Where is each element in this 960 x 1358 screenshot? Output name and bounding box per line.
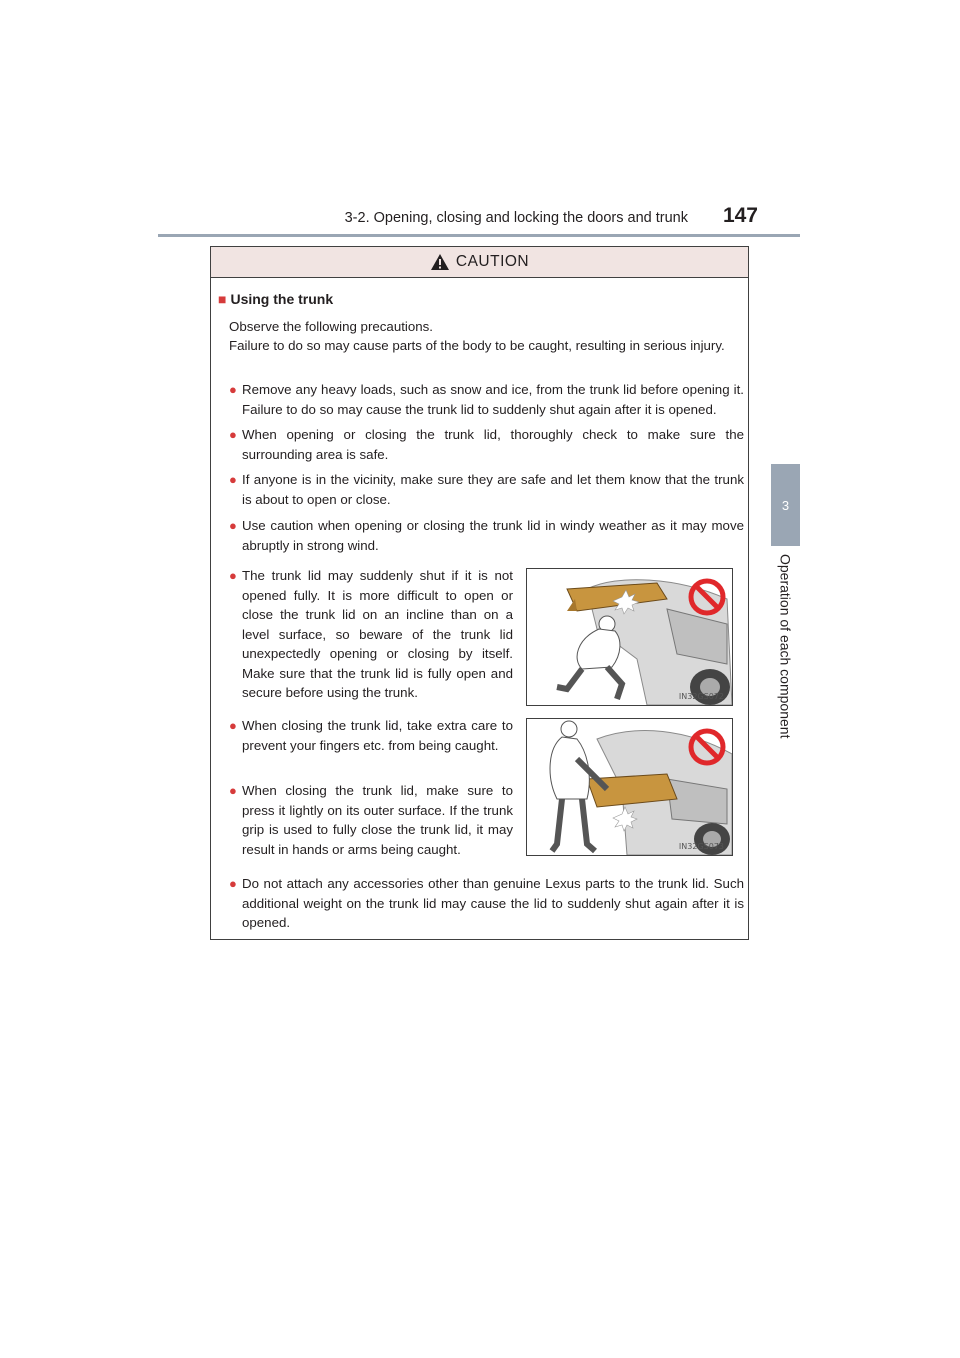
figure-code: IN32GS073 [678,842,724,851]
bullet-item [229,566,513,703]
bullet-dot-icon: ● [229,568,237,583]
page-header [158,200,800,237]
bullet-dot-icon: ● [229,472,237,487]
caution-header [211,247,748,278]
bullet-item [229,380,744,419]
bullet-dot-icon: ● [229,382,237,397]
bullet-item [229,425,744,464]
bullet-item [229,781,513,859]
prohibited-icon [687,727,727,767]
bullet-dot-icon: ● [229,783,237,798]
bullet-item [229,716,513,755]
bullet-dot-icon: ● [229,876,237,891]
page-number: 147 [722,204,758,227]
bullet-item [229,470,744,509]
square-bullet-icon: ■ [218,291,227,307]
bullet-text: When closing the trunk lid, take extra care to prevent your fingers etc. from being caught. [242,718,513,753]
bullet-dot-icon: ● [229,518,237,533]
subheading-text: Using the trunk [230,291,334,307]
bullet-text: When closing the trunk lid, make sure to press it lightly on its outer surface. If the trunk grip is used to fully close the trunk lid, it may result in hands or arms being caught. [242,783,513,857]
bullet-item [229,874,744,933]
bullet-text: The trunk lid may suddenly shut if it is not opened fully. It is more difficult to open or close the trunk lid on an incline than on a level surface, so beware of the trunk lid unexpectedly opening or closing by itself. Make sure that the trunk lid is fully open and secure before using the trunk. [242,568,513,700]
caution-subheading [218,291,333,307]
figure-trunk-open [526,568,733,706]
caution-box [210,246,749,940]
bullet-text: Use caution when opening or closing the trunk lid in windy weather as it may move abruptly in strong wind. [242,518,744,553]
prohibited-icon [687,577,727,617]
caution-title: CAUTION [455,253,530,270]
bullet-dot-icon: ● [229,427,237,442]
warning-triangle-icon [430,253,450,271]
figure-trunk-closing [526,718,733,856]
bullet-text: Remove any heavy loads, such as snow and ice, from the trunk lid before opening it. Failure to do so may cause the trunk lid to suddenly shut again after it is opened. [242,382,744,417]
chapter-tab [771,464,800,546]
bullet-text: When opening or closing the trunk lid, thoroughly check to make sure the surrounding area is safe. [242,427,744,462]
bullet-text: If anyone is in the vicinity, make sure they are safe and let them know that the trunk is about to open or close. [242,472,744,507]
section-title: 3-2. Opening, closing and locking the doors and trunk [344,210,688,226]
bullet-item [229,516,744,555]
figure-code: IN32GS072 [678,692,724,701]
bullet-text: Do not attach any accessories other than genuine Lexus parts to the trunk lid. Such additional weight on the trunk lid may cause the lid to suddenly shut again after it is opened. [242,876,744,930]
chapter-number: 3 [781,497,790,513]
intro-line-1: Observe the following precautions. [229,319,433,334]
bullet-dot-icon: ● [229,718,237,733]
chapter-title: Operation of each component [777,554,794,739]
intro-line-2: Failure to do so may cause parts of the body to be caught, resulting in serious injury. [229,338,725,353]
